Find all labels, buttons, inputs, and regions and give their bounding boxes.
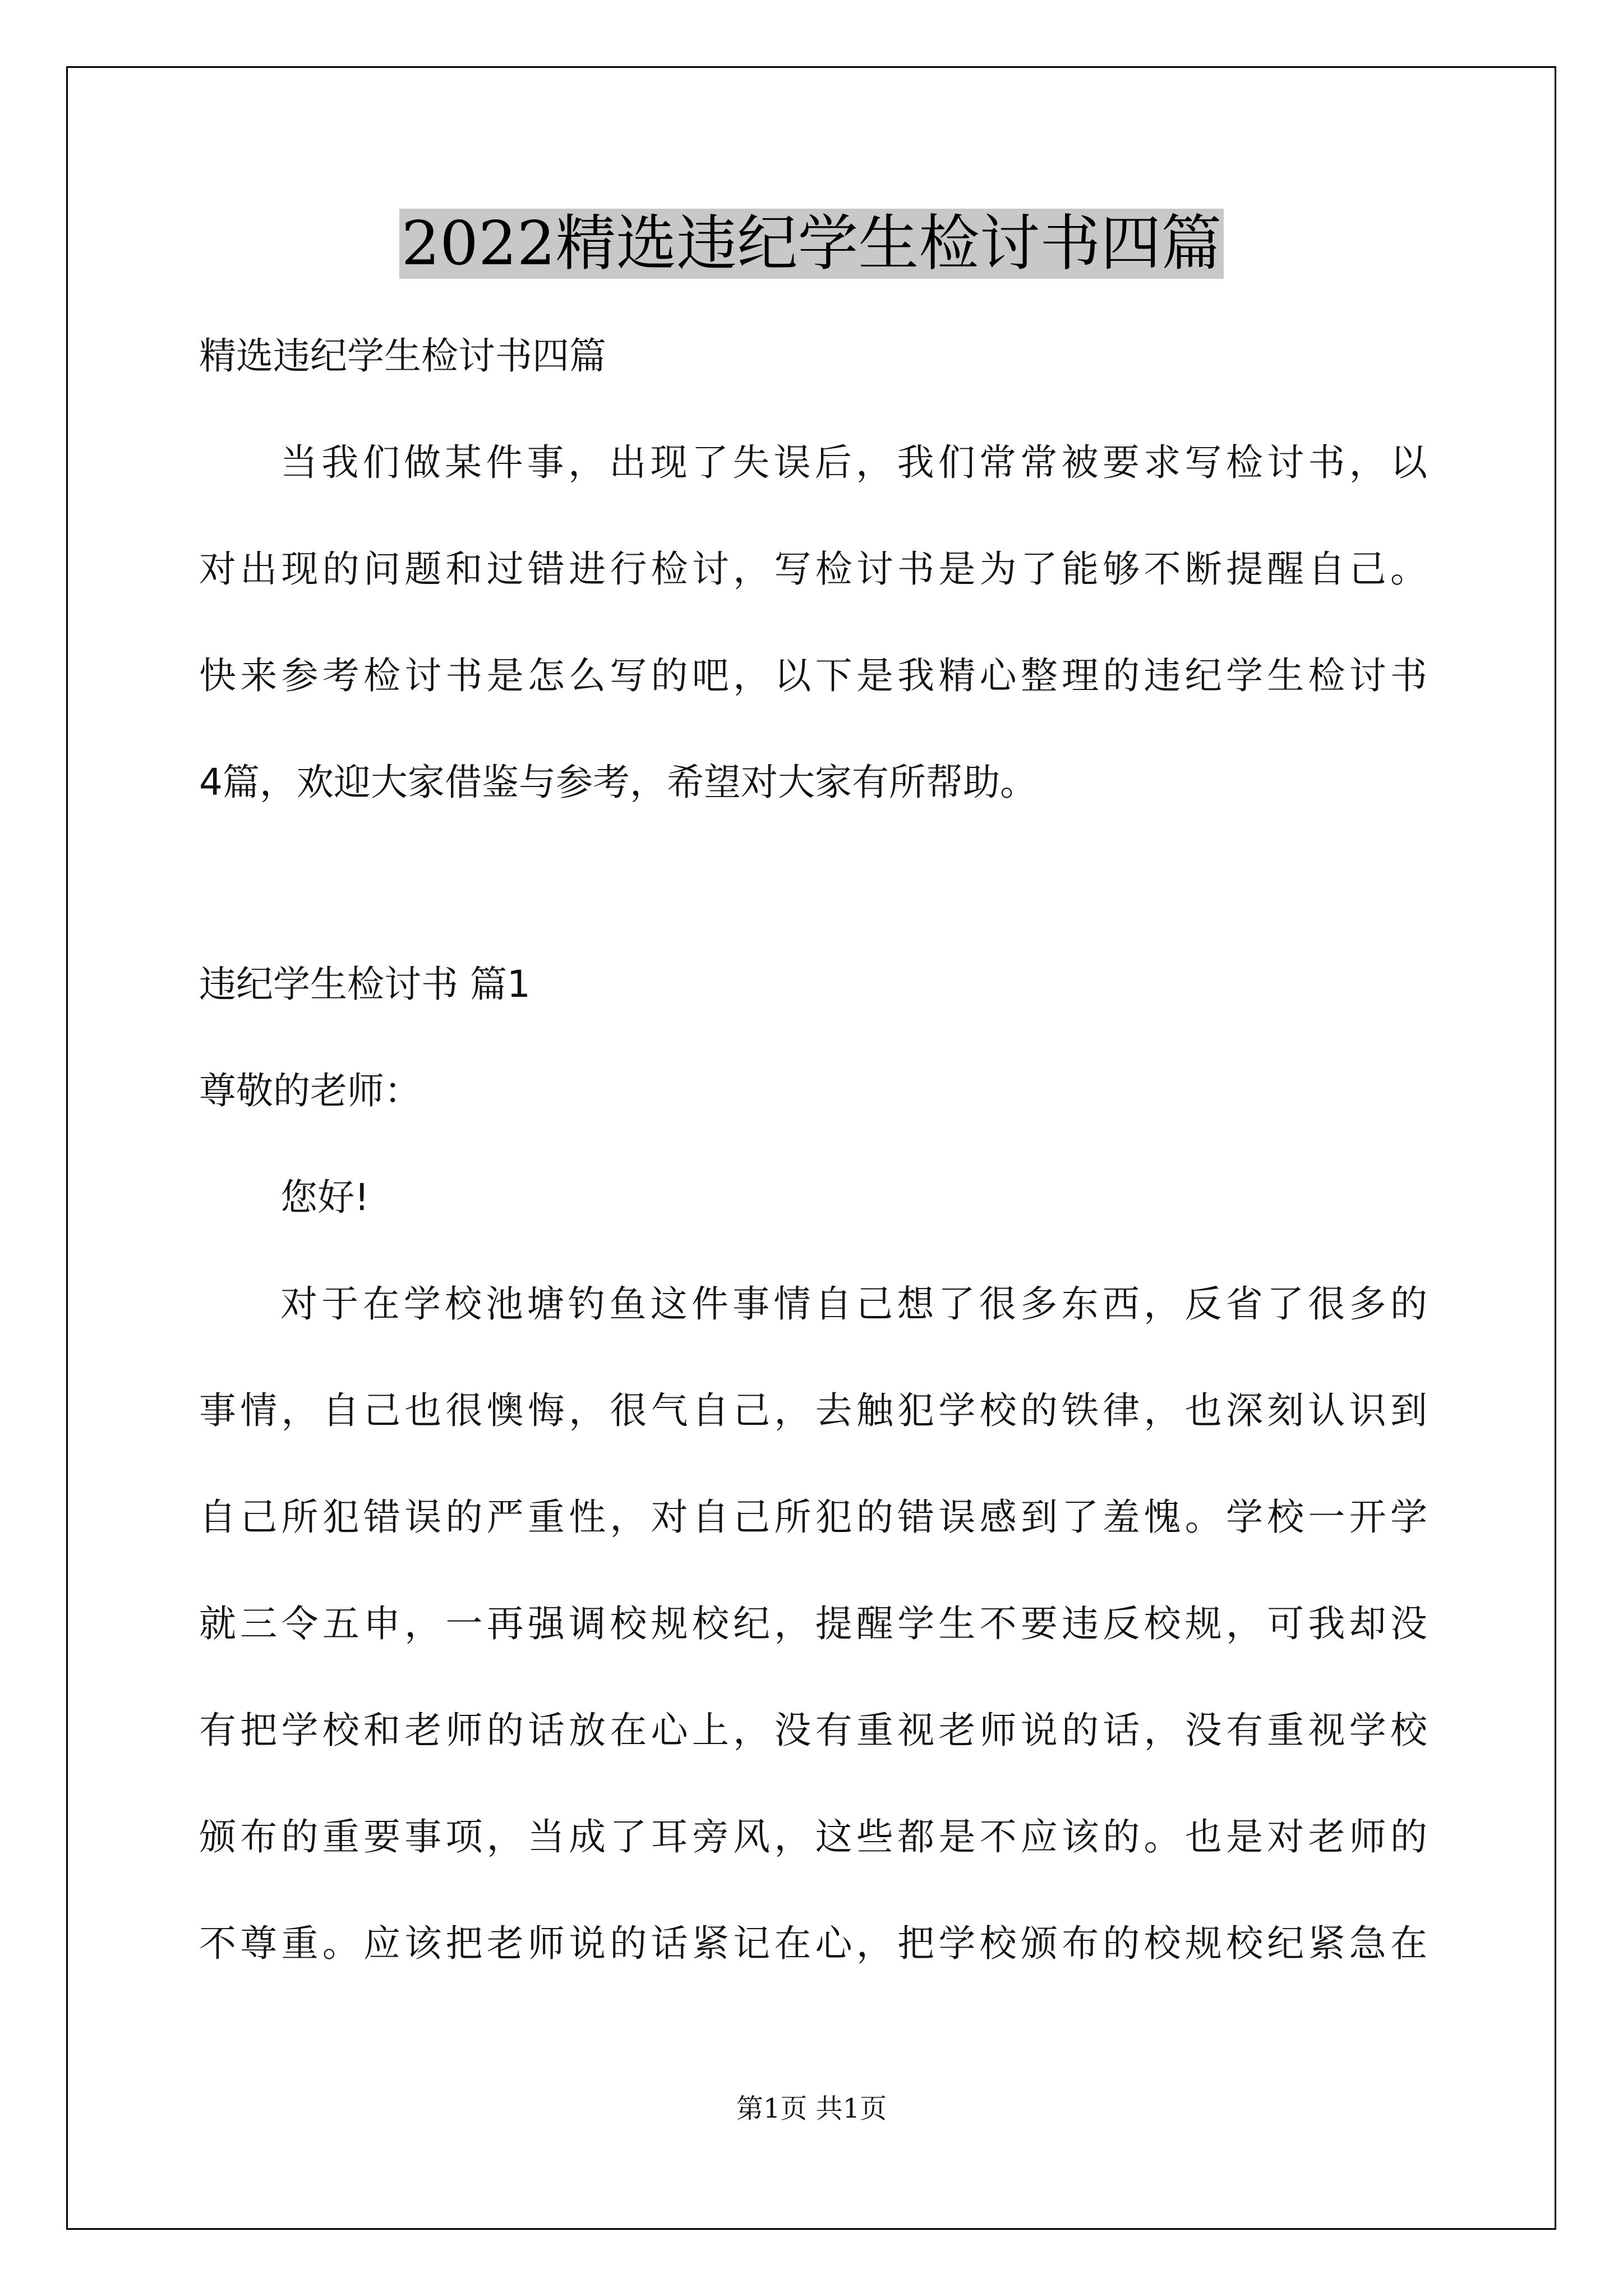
body-line: 有把学校和老师的话放在心上，没有重视老师说的话，没有重视学校 [199,1709,1427,1752]
body-line: 事情，自己也很懊悔，很气自己，去触犯学校的铁律，也深刻认识到 [199,1389,1427,1432]
page-footer: 第1页 共1页 [736,2093,887,2124]
spacer [199,836,1427,942]
intro-line: 4篇，欢迎大家借鉴与参考，希望对大家有所帮助。 [199,761,1037,804]
intro-line: 快来参考检讨书是怎么写的吧，以下是我精心整理的违纪学生检讨书 [199,654,1427,697]
salutation: 尊敬的老师： [199,1069,421,1112]
document-title-text: 2022精选违纪学生检讨书四篇 [399,209,1224,279]
greeting: 您好! [280,1176,370,1219]
body-line: 对于在学校池塘钓鱼这件事情自己想了很多东西，反省了很多的 [280,1282,1427,1326]
intro-line: 当我们做某件事，出现了失误后，我们常常被要求写检讨书，以 [280,441,1427,484]
body-line: 就三令五申，一再强调校规校纪，提醒学生不要违反校规，可我却没 [199,1602,1427,1645]
intro-line: 对出现的问题和过错进行检讨，写检讨书是为了能够不断提醒自己。 [199,547,1427,591]
document-title [0,202,1623,286]
body-line: 自己所犯错误的严重性，对自己所犯的错误感到了羞愧。学校一开学 [199,1496,1427,1539]
document-body [199,303,1427,1997]
section-heading: 违纪学生检讨书 篇1 [199,963,531,1006]
subtitle: 精选违纪学生检讨书四篇 [199,334,606,378]
body-line: 不尊重。应该把老师说的话紧记在心，把学校颁布的校规校纪紧急在 [199,1922,1427,1965]
body-line: 颁布的重要事项，当成了耳旁风，这些都是不应该的。也是对老师的 [199,1815,1427,1858]
